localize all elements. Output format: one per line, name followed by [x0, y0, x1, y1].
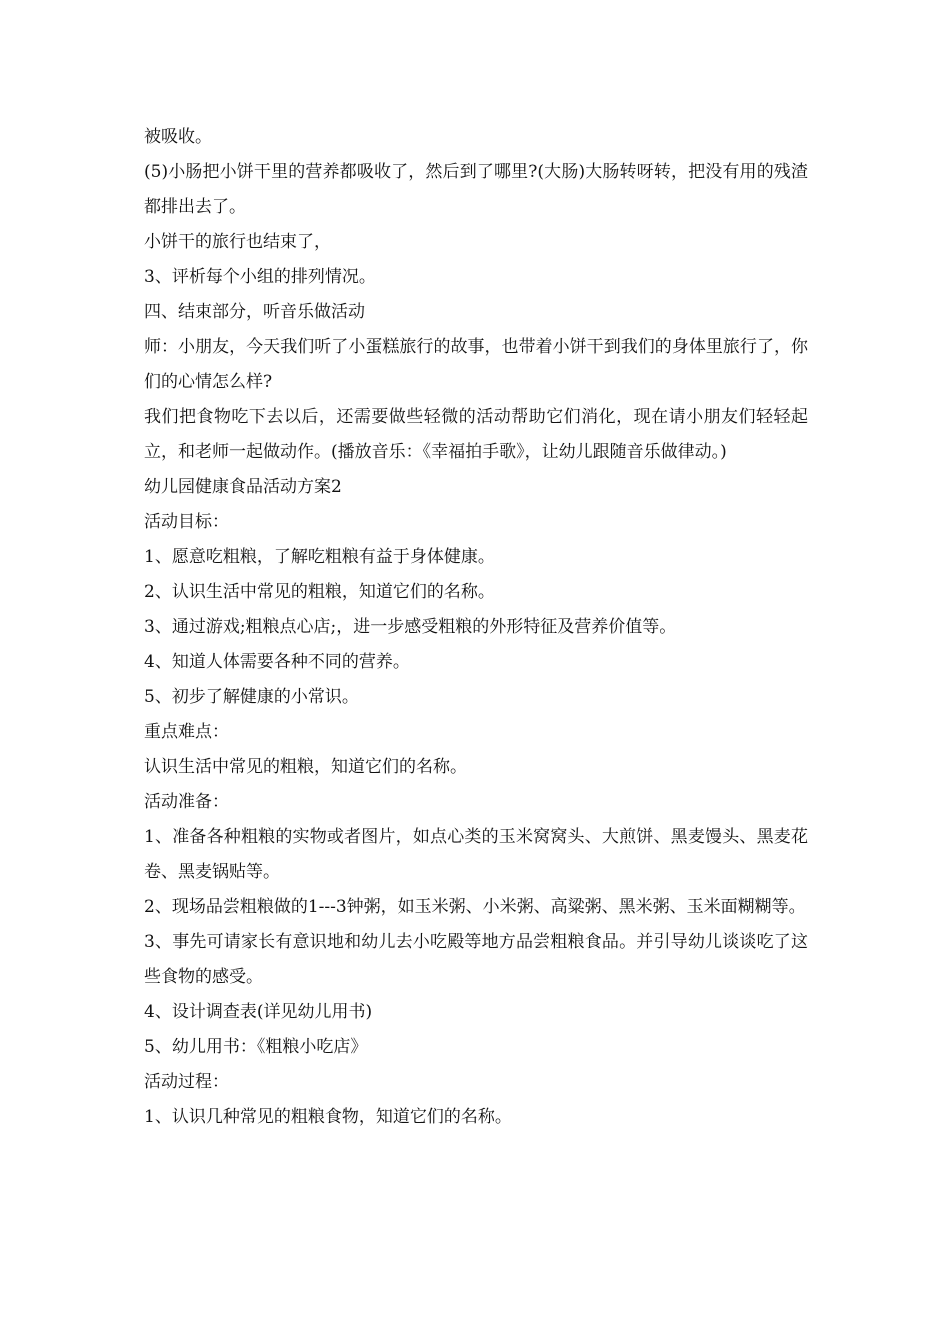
paragraph-key-points: 认识生活中常见的粗粮，知道它们的名称。: [144, 757, 467, 777]
paragraph-small-intestine: (5)小肠把小饼干里的营养都吸收了，然后到了哪里?(大肠)大肠转呀转，把没有用的残渣都排出去了。: [144, 162, 808, 217]
paragraph-music-activity: 我们把食物吃下去以后，还需要做些轻微的活动帮助它们消化，现在请小朋友们轻轻起立，和老师一起做动作。(播放音乐：《幸福拍手歌》，让幼儿跟随音乐做律动。): [144, 407, 808, 462]
section-heading-ending: 四、结束部分，听音乐做活动: [144, 302, 365, 322]
heading-preparation: 活动准备：: [144, 792, 229, 812]
goal-item: 4、知道人体需要各种不同的营养。: [144, 652, 410, 672]
preparation-item: 3、事先可请家长有意识地和幼儿去小吃殿等地方品尝粗粮食品。并引导幼儿谈谈吃了这些食物的感受。: [144, 932, 808, 987]
heading-key-points: 重点难点：: [144, 722, 229, 742]
goal-item: 3、通过游戏;粗粮点心店;，进一步感受粗粮的外形特征及营养价值等。: [144, 617, 677, 637]
goal-item: 2、认识生活中常见的粗粮，知道它们的名称。: [144, 582, 495, 602]
preparation-item: 1、准备各种粗粮的实物或者图片，如点心类的玉米窝窝头、大煎饼、黑麦馒头、黑麦花卷、黑麦锅贴等。: [144, 827, 808, 882]
preparation-item: 2、现场品尝粗粮做的1---3钟粥，如玉米粥、小米粥、高粱粥、黑米粥、玉米面糊糊等。: [144, 897, 806, 917]
preparation-item: 4、设计调查表(详见幼儿用书): [144, 1002, 373, 1022]
goal-item: 1、愿意吃粗粮，了解吃粗粮有益于身体健康。: [144, 547, 495, 567]
goal-item: 5、初步了解健康的小常识。: [144, 687, 359, 707]
heading-activity-goals: 活动目标：: [144, 512, 229, 532]
document-body: [144, 120, 808, 1135]
plan-title: 幼儿园健康食品活动方案2: [144, 477, 342, 497]
paragraph-continuation: 被吸收。: [144, 127, 212, 147]
paragraph-teacher-speech: 师：小朋友，今天我们听了小蛋糕旅行的故事，也带着小饼干到我们的身体里旅行了，你们的心情怎么样?: [144, 337, 808, 392]
process-item: 1、认识几种常见的粗粮食物，知道它们的名称。: [144, 1107, 512, 1127]
preparation-item: 5、幼儿用书：《粗粮小吃店》: [144, 1037, 368, 1057]
heading-activity-process: 活动过程：: [144, 1072, 229, 1092]
paragraph-evaluate-groups: 3、评析每个小组的排列情况。: [144, 267, 376, 287]
paragraph-journey-end: 小饼干的旅行也结束了，: [144, 232, 331, 252]
